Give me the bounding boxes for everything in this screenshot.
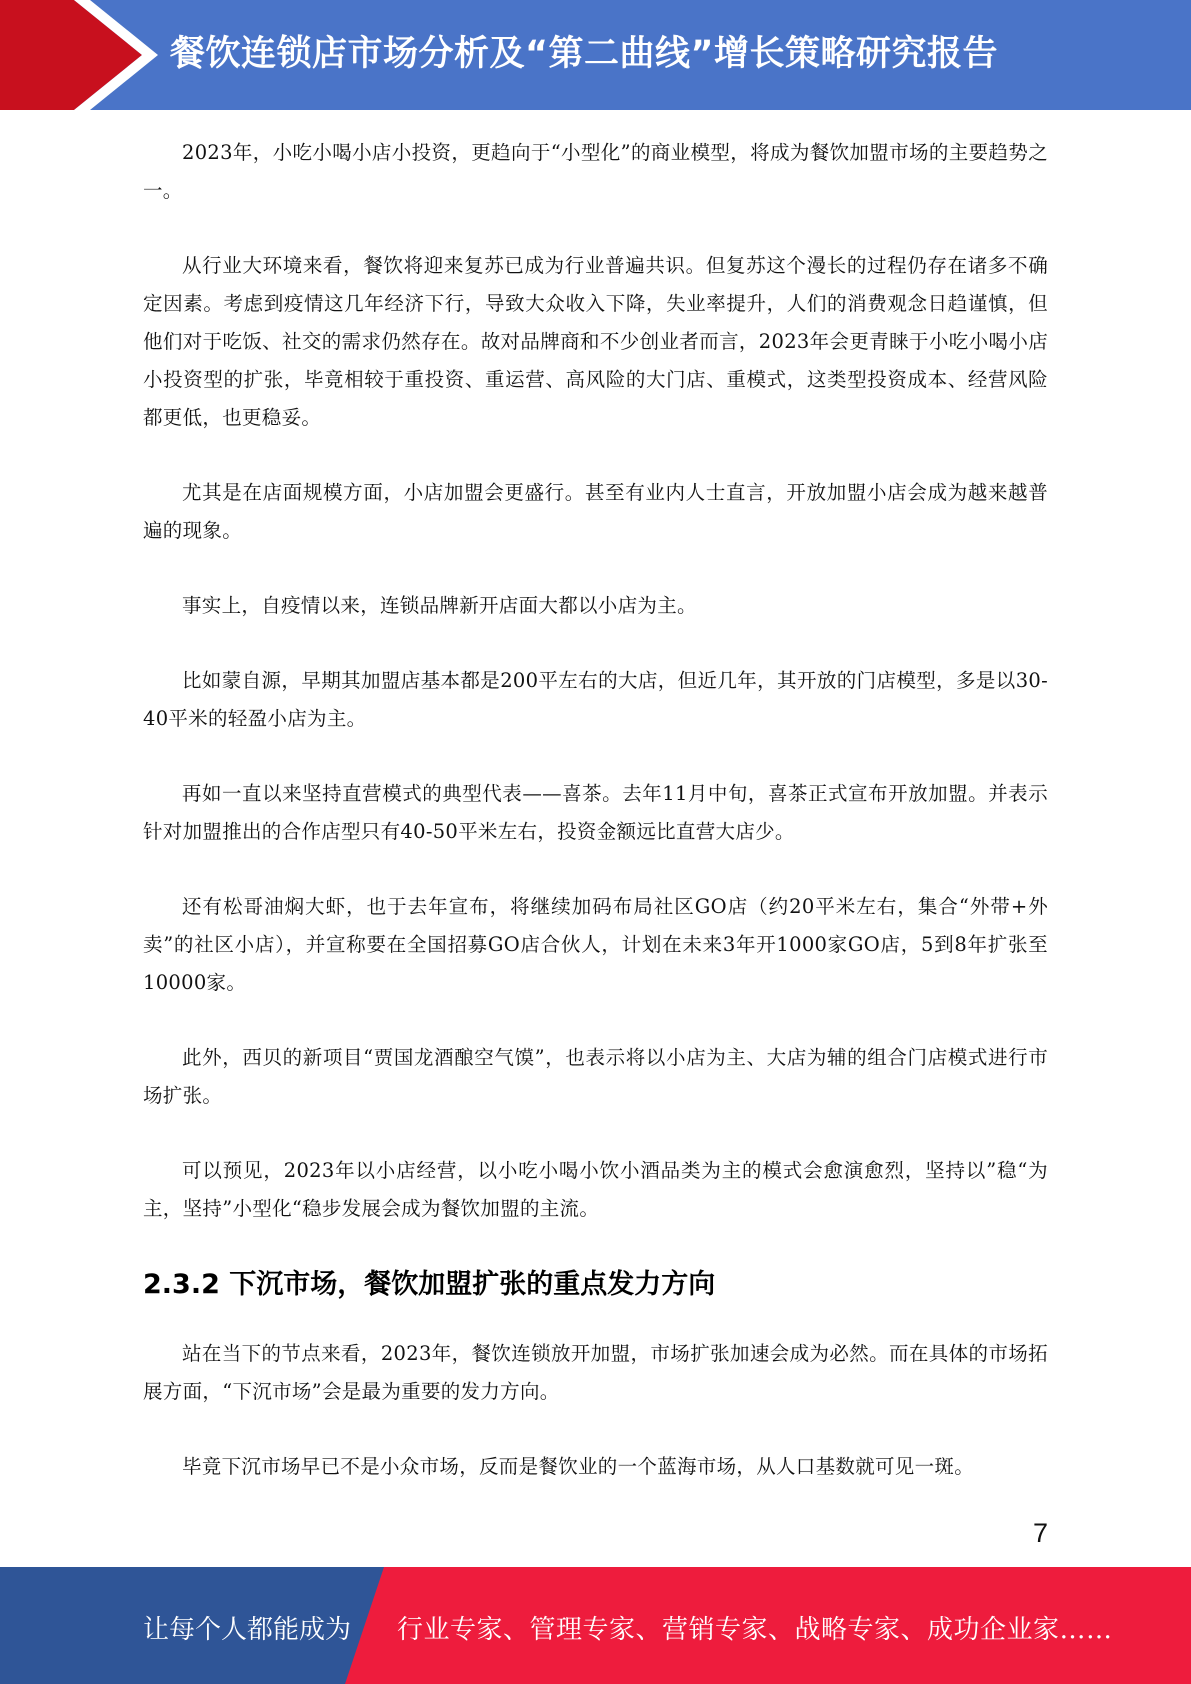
body-paragraph: 毕竟下沉市场早已不是小众市场，反而是餐饮业的一个蓝海市场，从人口基数就可见一斑。 [182,1455,975,1478]
body-paragraph: 还有松哥油焖大虾，也于去年宣布，将继续加码布局社区GO店（约20平米左右，集合“外带+外卖”的社区小店），并宣称要在全国招募GO店合伙人，计划在未来3年开1000家GO店，5到8年扩张至10000家。 [143,895,1048,994]
body-paragraph: 从行业大环境来看，餐饮将迎来复苏已成为行业普遍共识。但复苏这个漫长的过程仍存在诸多不确定因素。考虑到疫情这几年经济下行，导致大众收入下降，失业率提升，人们的消费观念日趋谨慎，但他们对于吃饭、社交的需求仍然存在。故对品牌商和不少创业者而言，2023年会更青睐于小吃小喝小店小投资型的扩张，毕竟相较于重投资、重运营、高风险的大门店、重模式，这类型投资成本、经营风险都更低，也更稳妥。 [143,254,1048,429]
page-header [0,0,1191,110]
body-paragraph: 站在当下的节点来看，2023年，餐饮连锁放开加盟，市场扩张加速会成为必然。而在具体的市场拓展方面，“下沉市场”会是最为重要的发力方向。 [143,1342,1048,1403]
footer-slogan-right: 行业专家、管理专家、营销专家、战略专家、成功企业家…… [397,1615,1113,1645]
body-paragraph: 可以预见，2023年以小店经营，以小吃小喝小饮小酒品类为主的模式会愈演愈烈，坚持以”稳“为主，坚持”小型化“稳步发展会成为餐饮加盟的主流。 [143,1159,1048,1220]
body-paragraph: 此外，西贝的新项目“贾国龙酒酿空气馍”，也表示将以小店为主、大店为辅的组合门店模式进行市场扩张。 [143,1046,1048,1107]
body-paragraph: 事实上，自疫情以来，连锁品牌新开店面大都以小店为主。 [182,594,697,617]
page-footer [0,1567,1191,1684]
body-paragraph: 尤其是在店面规模方面，小店加盟会更盛行。甚至有业内人士直言，开放加盟小店会成为越来越普遍的现象。 [143,481,1048,542]
report-title: 餐饮连锁店市场分析及“第二曲线”增长策略研究报告 [170,34,999,74]
paragraphs-before-heading [143,134,1048,1228]
body-paragraph: 比如蒙自源，早期其加盟店基本都是200平左右的大店，但近几年，其开放的门店模型，多是以30-40平米的轻盈小店为主。 [143,669,1048,730]
page-content [143,134,1048,1523]
body-paragraph: 再如一直以来坚持直营模式的典型代表——喜茶。去年11月中旬，喜茶正式宣布开放加盟。并表示针对加盟推出的合作店型只有40-50平米左右，投资金额远比直营大店少。 [143,782,1048,843]
body-paragraph: 2023年，小吃小喝小店小投资，更趋向于“小型化”的商业模型，将成为餐饮加盟市场的主要趋势之一。 [143,141,1048,202]
section-heading: 2.3.2 下沉市场，餐饮加盟扩张的重点发力方向 [143,1269,716,1300]
paragraphs-after-heading [143,1335,1048,1486]
footer-slogan-left: 让每个人都能成为 [143,1615,352,1645]
page-number: 7 [1032,1518,1048,1548]
